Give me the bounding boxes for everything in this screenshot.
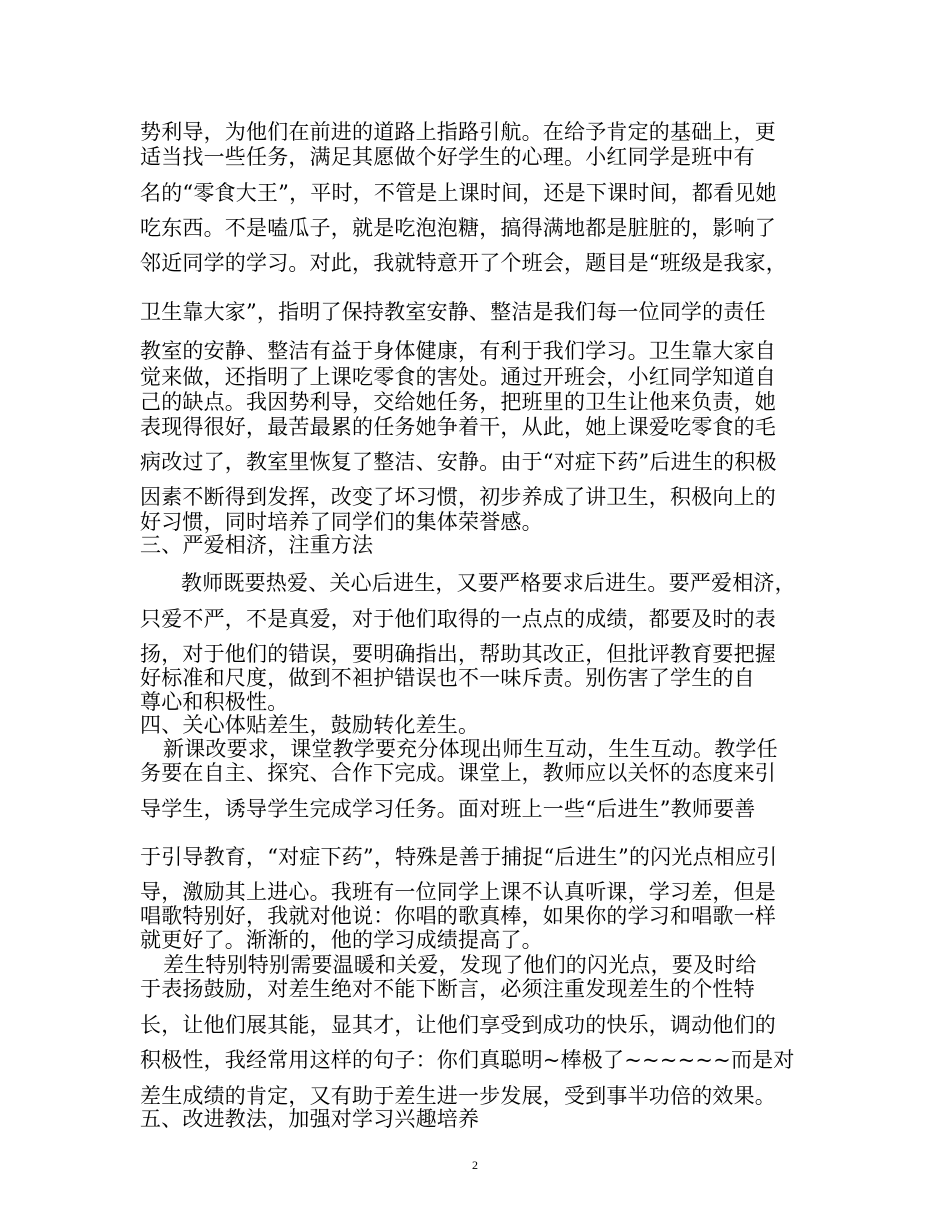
section-heading: 五、改进教法，加强对学习兴趣培养 bbox=[140, 1107, 480, 1131]
text-line: 新课改要求，课堂教学要充分体现出师生互动，生生互动。教学任 bbox=[163, 737, 778, 761]
section-heading: 三、严爱相济，注重方法 bbox=[140, 533, 374, 557]
text-line: 邻近同学的学习。对此，我就特意开了个班会，题目是“班级是我家， bbox=[140, 251, 787, 275]
text-line: 觉来做，还指明了上课吃零食的害处。通过开班会，小红同学知道自 bbox=[140, 365, 776, 389]
text-line: 名的“零食大王”，平时，不管是上课时间，还是下课时间，都看见她 bbox=[140, 181, 777, 205]
text-line: 势利导，为他们在前进的道路上指路引航。在给予肯定的基础上，更 bbox=[140, 120, 776, 144]
text-line: 适当找一些任务，满足其愿做个好学生的心理。小红同学是班中有 bbox=[140, 145, 755, 169]
text-line: 务要在自主、探究、合作下完成。课堂上，教师应以关怀的态度来引 bbox=[140, 761, 776, 785]
text-line: 于表扬鼓励，对差生绝对不能下断言，必须注重发现差生的个性特 bbox=[140, 977, 755, 1001]
text-line: 尊心和积极性。 bbox=[140, 690, 289, 714]
text-line: 于引导教育，“对症下药”，特殊是善于捕捉“后进生”的闪光点相应引 bbox=[140, 845, 778, 869]
text-line: 差生成绩的肯定，又有助于差生进一步发展，受到事半功倍的效果。 bbox=[140, 1084, 776, 1108]
text-line: 扬，对于他们的错误，要明确指出，帮助其改正，但批评教育要把握 bbox=[140, 642, 776, 666]
text-line: 病改过了，教室里恢复了整洁、安静。由于“对症下药”后进生的积极 bbox=[140, 450, 777, 474]
text-line: 长，让他们展其能，显其才，让他们享受到成功的快乐，调动他们的 bbox=[140, 1013, 776, 1037]
text-line: 己的缺点。我因势利导，交给她任务，把班里的卫生让他来负责，她 bbox=[140, 390, 776, 414]
page-number: 2 bbox=[472, 1158, 478, 1172]
text-line: 吃东西。不是嗑瓜子，就是吃泡泡糖，搞得满地都是脏脏的，影响了 bbox=[140, 216, 776, 240]
text-line: 导学生，诱导学生完成学习任务。面对班上一些“后进生”教师要善 bbox=[140, 797, 756, 821]
text-line: 唱歌特别好，我就对他说：你唱的歌真棒，如果你的学习和唱歌一样 bbox=[140, 904, 776, 928]
text-line: 卫生靠大家”，指明了保持教室安静、整洁是我们每一位同学的责任 bbox=[140, 300, 766, 324]
text-line: 差生特别特别需要温暖和关爱，发现了他们的闪光点，要及时给 bbox=[163, 953, 757, 977]
text-line: 因素不断得到发挥，改变了坏习惯，初步养成了讲卫生，积极向上的 bbox=[140, 485, 776, 509]
text-line: 好习惯，同时培养了同学们的集体荣誉感。 bbox=[140, 510, 543, 534]
text-line: 教师既要热爱、关心后进生，又要严格要求后进生。要严爱相济， bbox=[181, 571, 796, 595]
text-line: 积极性，我经常用这样的句子：你们真聪明~棒极了~~~~~~而是对 bbox=[140, 1048, 795, 1072]
section-heading: 四、关心体贴差生，鼓励转化差生。 bbox=[140, 713, 480, 737]
text-line: 只爱不严，不是真爱，对于他们取得的一点点的成绩，都要及时的表 bbox=[140, 607, 776, 631]
text-line: 就更好了。渐渐的，他的学习成绩提高了。 bbox=[140, 928, 543, 952]
text-line: 好标准和尺度，做到不袒护错误也不一味斥责。别伤害了学生的自 bbox=[140, 666, 755, 690]
text-line: 表现得很好，最苦最累的任务她争着干，从此，她上课爱吃零食的毛 bbox=[140, 415, 776, 439]
text-line: 导，激励其上进心。我班有一位同学上课不认真听课，学习差，但是 bbox=[140, 880, 776, 904]
text-line: 教室的安静、整洁有益于身体健康，有利于我们学习。卫生靠大家自 bbox=[140, 339, 776, 363]
